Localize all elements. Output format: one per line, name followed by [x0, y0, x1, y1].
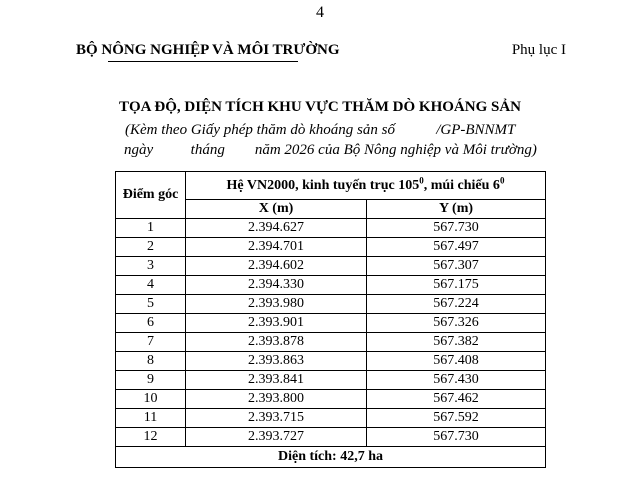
point-cell: 5	[116, 295, 186, 314]
page-number: 4	[316, 4, 324, 21]
subtitle-line-2: ngày tháng năm 2026 của Bộ Nông nghiệp và Môi trường)	[124, 142, 537, 158]
y-cell: 567.326	[367, 314, 546, 333]
x-cell: 2.393.980	[186, 295, 367, 314]
x-cell: 2.394.330	[186, 276, 367, 295]
system-header-text: Hệ VN2000, kinh tuyến trục 105	[226, 177, 420, 193]
x-cell: 2.393.727	[186, 428, 367, 447]
x-cell: 2.394.602	[186, 257, 367, 276]
x-cell: 2.393.841	[186, 371, 367, 390]
appendix-label: Phụ lục I	[511, 42, 566, 58]
agency-underline	[108, 61, 298, 62]
y-header: Y (m)	[367, 200, 546, 219]
y-cell: 567.175	[367, 276, 546, 295]
table-header-row	[116, 172, 546, 200]
table-row	[116, 314, 546, 333]
y-cell: 567.497	[367, 238, 546, 257]
point-cell: 7	[116, 333, 186, 352]
x-cell: 2.393.878	[186, 333, 367, 352]
zone-degree: 0	[499, 174, 505, 185]
y-cell: 567.592	[367, 409, 546, 428]
system-header-zone: , múi chiếu 6	[423, 177, 500, 193]
table-row	[116, 352, 546, 371]
y-cell: 567.408	[367, 352, 546, 371]
point-cell: 3	[116, 257, 186, 276]
x-cell: 2.393.901	[186, 314, 367, 333]
point-cell: 11	[116, 409, 186, 428]
point-cell: 10	[116, 390, 186, 409]
coordinate-system-header	[186, 172, 546, 200]
point-cell: 4	[116, 276, 186, 295]
table-row	[116, 276, 546, 295]
point-cell: 12	[116, 428, 186, 447]
issuing-agency: BỘ NÔNG NGHIỆP VÀ MÔI TRƯỜNG	[76, 42, 340, 58]
document-title: TỌA ĐỘ, DIỆN TÍCH KHU VỰC THĂM DÒ KHOÁNG SẢN	[119, 99, 521, 115]
coordinates-table	[115, 171, 546, 468]
point-cell: 1	[116, 219, 186, 238]
table-row	[116, 428, 546, 447]
y-cell: 567.730	[367, 428, 546, 447]
y-cell: 567.730	[367, 219, 546, 238]
point-cell: 9	[116, 371, 186, 390]
meridian-degree: 0	[419, 174, 424, 185]
point-cell: 2	[116, 238, 186, 257]
y-cell: 567.382	[367, 333, 546, 352]
table-row	[116, 371, 546, 390]
x-cell: 2.393.715	[186, 409, 367, 428]
table-row	[116, 219, 546, 238]
x-cell: 2.393.800	[186, 390, 367, 409]
table-row	[116, 257, 546, 276]
x-cell: 2.394.701	[186, 238, 367, 257]
y-cell: 567.430	[367, 371, 546, 390]
x-cell: 2.393.863	[186, 352, 367, 371]
area-row	[116, 447, 546, 468]
y-cell: 567.307	[367, 257, 546, 276]
point-header: Điểm góc	[116, 172, 186, 219]
x-header: X (m)	[186, 200, 367, 219]
table-row	[116, 295, 546, 314]
point-cell: 6	[116, 314, 186, 333]
point-cell: 8	[116, 352, 186, 371]
table-row	[116, 333, 546, 352]
table-row	[116, 390, 546, 409]
table-row	[116, 409, 546, 428]
y-cell: 567.224	[367, 295, 546, 314]
subtitle-line-1: (Kèm theo Giấy phép thăm dò khoáng sản số /GP-BNNMT	[125, 122, 516, 138]
area-total: Diện tích: 42,7 ha	[116, 447, 546, 468]
x-cell: 2.394.627	[186, 219, 367, 238]
table-row	[116, 238, 546, 257]
y-cell: 567.462	[367, 390, 546, 409]
